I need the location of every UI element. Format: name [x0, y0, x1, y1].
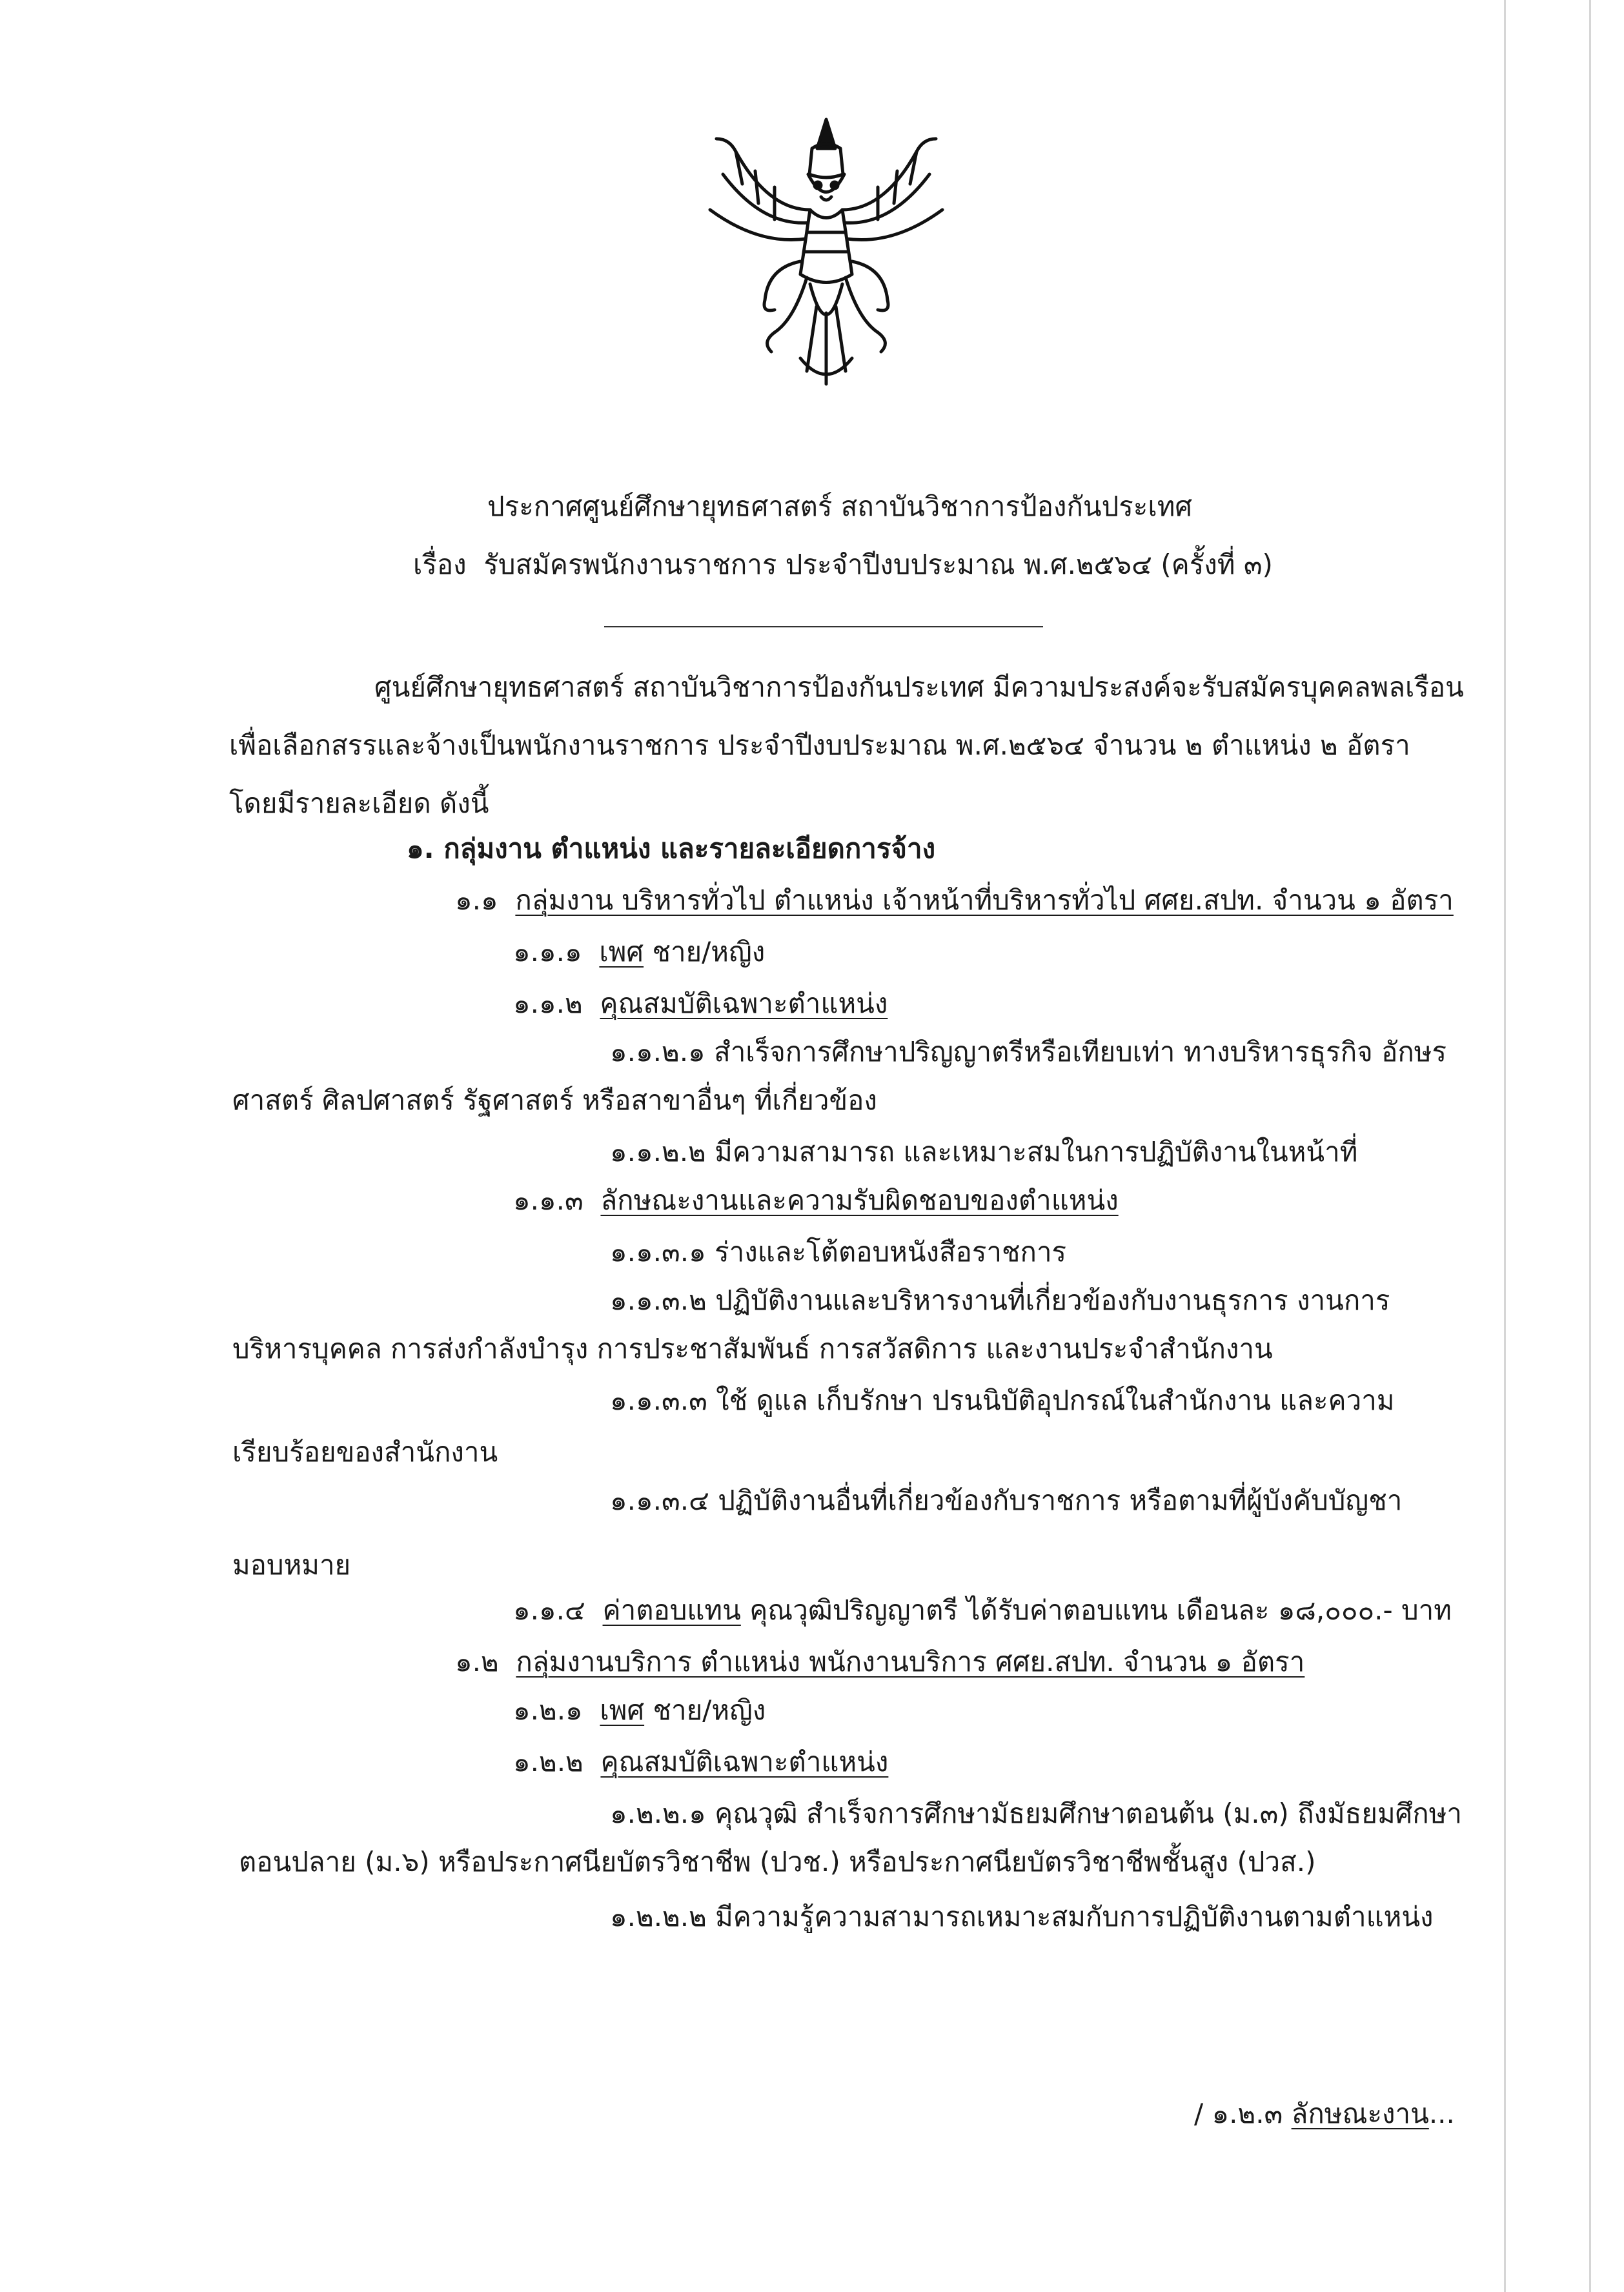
- page-edge-line-outer: [1589, 0, 1591, 2292]
- continuation-prefix: / ๑.๒.๓: [1194, 2098, 1283, 2129]
- section-1-2-1-value: ชาย/หญิง: [653, 1694, 766, 1726]
- section-1-1-3-4-line-2: มอบหมาย: [232, 1549, 351, 1581]
- section-1-1-3-3-line-1: ๑.๑.๓.๓ ใช้ ดูแล เก็บรักษา ปรนนิบัติอุปกรณ์ในสำนักงาน และความ: [610, 1384, 1395, 1416]
- section-1-1-4-number: ๑.๑.๔: [513, 1594, 585, 1626]
- intro-line-2: เพื่อเลือกสรรและจ้างเป็นพนักงานราชการ ประจำปีงบประมาณ พ.ศ.๒๕๖๔ จำนวน ๒ ตำแหน่ง ๒ อัตรา: [229, 729, 1410, 761]
- section-1-1-2: [513, 988, 888, 1020]
- intro-line-1: ศูนย์ศึกษายุทธศาสตร์ สถาบันวิชาการป้องกันประเทศ มีความประสงค์จะรับสมัครบุคคลพลเรือน: [374, 671, 1464, 703]
- section-1-1-2-1-line-2: ศาสตร์ ศิลปศาสตร์ รัฐศาสตร์ หรือสาขาอื่นๆ ที่เกี่ยวข้อง: [232, 1084, 877, 1116]
- garuda-emblem: [697, 113, 955, 390]
- section-1-1-2-1-line-1: ๑.๑.๒.๑ สำเร็จการศึกษาปริญญาตรีหรือเทียบเท่า ทางบริหารธุรกิจ อักษร: [610, 1036, 1447, 1068]
- section-1-2-2-1-line-1: ๑.๒.๒.๑ คุณวุฒิ สำเร็จการศึกษามัธยมศึกษาตอนต้น (ม.๓) ถึงมัธยมศึกษา: [610, 1798, 1463, 1829]
- subject-line: [413, 549, 1273, 581]
- section-1-heading: ๑. กลุ่มงาน ตำแหน่ง และรายละเอียดการจ้าง: [407, 833, 936, 864]
- continuation-next-label: ลักษณะงาน: [1291, 2098, 1429, 2129]
- title-divider: [604, 626, 1043, 627]
- section-1-1-3-2-line-1: ๑.๑.๓.๒ ปฏิบัติงานและบริหารงานที่เกี่ยวข้องกับงานธุรการ งานการ: [610, 1284, 1390, 1316]
- section-1-1-2-2: ๑.๑.๒.๒ มีความสามารถ และเหมาะสมในการปฏิบัติงานในหน้าที่: [610, 1136, 1358, 1168]
- section-1-1-3-1: ๑.๑.๓.๑ ร่างและโต้ตอบหนังสือราชการ: [610, 1236, 1067, 1268]
- section-1-1-1-label: เพศ: [599, 936, 644, 968]
- section-1-1-1-number: ๑.๑.๑: [513, 936, 582, 968]
- section-1-1-1: [513, 936, 765, 968]
- section-1-1-4: [513, 1594, 1452, 1627]
- section-1-2-title-text: กลุ่มงานบริการ ตำแหน่ง พนักงานบริการ ศศย.สปท. จำนวน ๑ อัตรา: [516, 1646, 1305, 1678]
- section-1-1-number: ๑.๑: [455, 884, 498, 916]
- section-1-1-1-value: ชาย/หญิง: [652, 936, 766, 968]
- section-1-1-3-label: ลักษณะงานและความรับผิดชอบของตำแหน่ง: [600, 1184, 1119, 1216]
- announcement-title: ประกาศศูนย์ศึกษายุทธศาสตร์ สถาบันวิชาการป้องกันประเทศ: [487, 491, 1193, 522]
- intro-line-3: โดยมีรายละเอียด ดังนี้: [229, 787, 489, 819]
- section-1-1-title-text: กลุ่มงาน บริหารทั่วไป ตำแหน่ง เจ้าหน้าที่บริหารทั่วไป ศศย.สปท. จำนวน ๑ อัตรา: [515, 884, 1454, 916]
- continuation-footer: [1194, 2098, 1455, 2130]
- continuation-ellipsis: ...: [1428, 2098, 1455, 2129]
- section-1-2-2-label: คุณสมบัติเฉพาะตำแหน่ง: [600, 1746, 889, 1778]
- section-1-2-number: ๑.๒: [455, 1646, 499, 1678]
- section-1-1-3-2-line-2: บริหารบุคคล การส่งกำลังบำรุง การประชาสัมพันธ์ การสวัสดิการ และงานประจำสำนักงาน: [232, 1333, 1273, 1364]
- section-1-1-4-value: คุณวุฒิปริญญาตรี ได้รับค่าตอบแทน เดือนละ ๑๘,๐๐๐.- บาท: [749, 1594, 1452, 1626]
- section-1-2-2-number: ๑.๒.๒: [513, 1746, 584, 1778]
- section-1-2-1-number: ๑.๒.๑: [513, 1694, 583, 1726]
- section-1-2-2-2: ๑.๒.๒.๒ มีความรู้ความสามารถเหมาะสมกับการปฏิบัติงานตามตำแหน่ง: [610, 1901, 1434, 1932]
- section-1-1-3: [513, 1184, 1119, 1217]
- section-1-2-2-1-line-2: ตอนปลาย (ม.๖) หรือประกาศนียบัตรวิชาชีพ (ปวช.) หรือประกาศนียบัตรวิชาชีพชั้นสูง (ปวส.): [239, 1846, 1316, 1878]
- section-1-2-1-label: เพศ: [600, 1694, 645, 1726]
- section-1-1-title: [455, 884, 1454, 917]
- section-1-1-3-3-line-2: เรียบร้อยของสำนักงาน: [232, 1436, 498, 1468]
- section-1-1-2-number: ๑.๑.๒: [513, 988, 583, 1019]
- page-edge-line: [1504, 0, 1506, 2292]
- section-1-2-1: [513, 1694, 766, 1727]
- section-1-1-2-label: คุณสมบัติเฉพาะตำแหน่ง: [600, 988, 888, 1019]
- section-1-2-title: [455, 1646, 1304, 1678]
- section-1-1-4-label: ค่าตอบแทน: [602, 1594, 741, 1626]
- subject-text: รับสมัครพนักงานราชการ ประจำปีงบประมาณ พ.ศ.๒๕๖๔ (ครั้งที่ ๓): [483, 549, 1273, 580]
- subject-label: เรื่อง: [413, 549, 467, 580]
- section-1-2-2: [513, 1746, 888, 1778]
- section-1-1-3-number: ๑.๑.๓: [513, 1184, 584, 1216]
- section-1-1-3-4-line-1: ๑.๑.๓.๔ ปฏิบัติงานอื่นที่เกี่ยวข้องกับราชการ หรือตามที่ผู้บังคับบัญชา: [610, 1485, 1403, 1516]
